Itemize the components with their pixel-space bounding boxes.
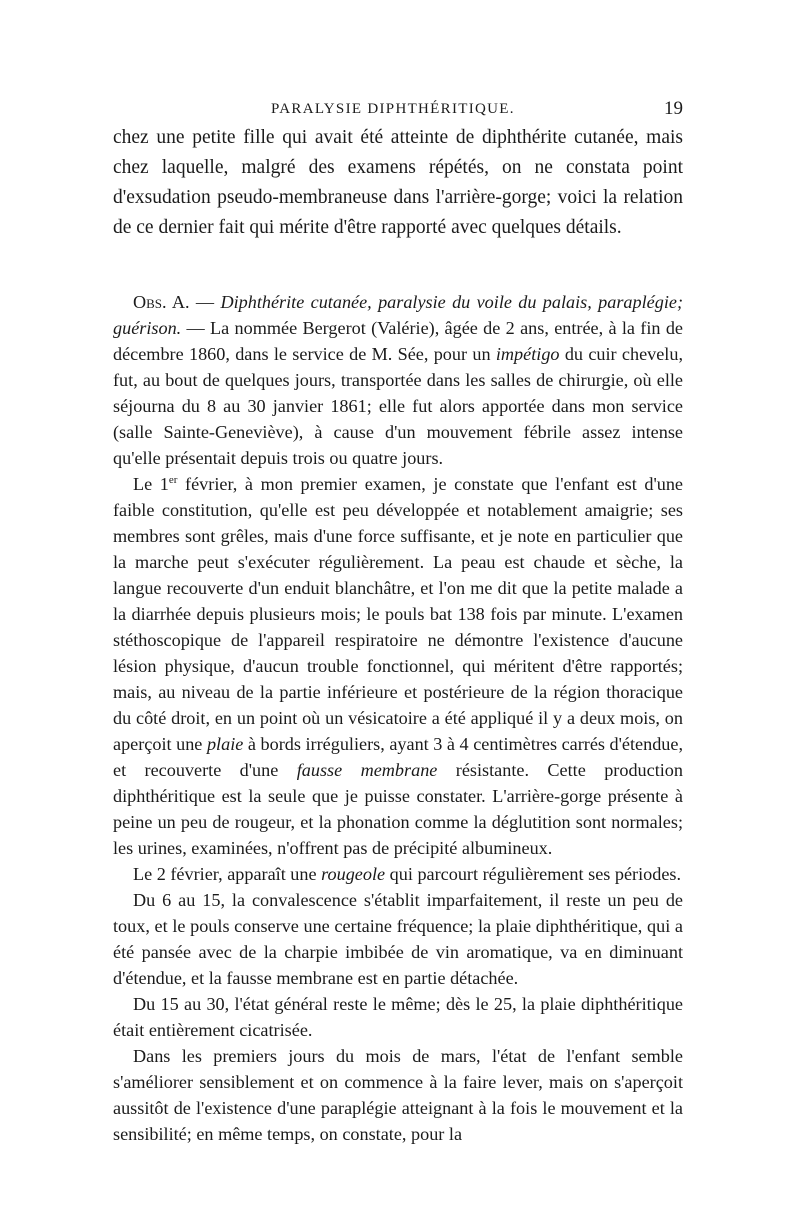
observation-label: Obs. A. xyxy=(133,292,190,312)
observation-paragraph-2 xyxy=(113,471,683,861)
observation-p2-a: Le 1 xyxy=(133,474,169,494)
observation-paragraph-3 xyxy=(113,861,683,887)
page-number: 19 xyxy=(664,98,683,119)
observation-p3-a: Le 2 février, apparaît une xyxy=(133,864,322,884)
observation-p3-b: qui parcourt régulièrement ses périodes. xyxy=(385,864,682,884)
observation-p2-c: à bords irréguliers, ayant 3 à 4 centimètres carrés d'étendue, et recouverte d'une xyxy=(113,734,684,780)
observation-paragraph-1 xyxy=(113,289,683,471)
observation-paragraph-4: Du 6 au 15, la convalescence s'établit imparfaitement, il reste un peu de toux, et le pouls conserve une certaine fréquence; la plaie diphthéritique, qui a été pansée avec de la charpie imbibée de vin aromatique, va en diminuant d'étendue, et la fausse membrane est en partie détachée. xyxy=(113,890,683,988)
observation-p2-sup: er xyxy=(168,473,178,486)
observation-p2-italic-2: fausse membrane xyxy=(296,760,438,780)
observation-p1-text-2: du cuir chevelu, fut, au bout de quelques jours, transportée dans les salles de chirurgie, où elle séjourna du 8 au 30 janvier 1861; elle fut alors apportée dans mon service (salle Sainte-Geneviève), à cause d'un mouvement fébrile assez intense qu'elle présentait depuis trois ou quatre jours. xyxy=(113,344,683,468)
observation-p2-b: février, à mon premier examen, je constate que l'enfant est d'une faible constitution, qu'elle est peu développée et notablement amaigrie; ses membres sont grêles, mais d'une force suffisante, et je note en particulier que la marche peut s'exécuter régulièrement. La peau est chaude et sèche, la langue recouverte d'un enduit blanchâtre, et l'on me dit que la petite malade a la diarrhée depuis plusieurs mois; le pouls bat 138 fois par minute. L'examen stéthoscopique de l'appareil respiratoire ne démontre l'existence d'aucune lésion physique, d'aucun trouble fonctionnel, qui méritent d'être rapportés; mais, au niveau de la partie inférieure et postérieure de la région thoracique du côté droit, en un point où un vésicatoire a été appliqué il y a deux mois, on aperçoit une xyxy=(113,474,684,754)
observation-p3-italic: rougeole xyxy=(321,864,386,884)
running-title: PARALYSIE DIPHTHÉRITIQUE. xyxy=(271,101,515,117)
intro-paragraph-block xyxy=(113,123,683,243)
observation-p2-italic-1: plaie xyxy=(206,734,244,754)
observation-block xyxy=(113,289,683,1147)
intro-paragraph: chez une petite fille qui avait été atteinte de diphthérite cutanée, mais chez laquelle, malgré des examens répétés, on ne constata point d'exsudation pseudo-membraneuse dans l'arrière-gorge; voici la relation de ce dernier fait qui mérite d'être rapporté avec quelques détails. xyxy=(113,127,683,238)
page-header xyxy=(113,98,683,123)
observation-dash: — xyxy=(189,292,221,312)
observation-p1-italic: impétigo xyxy=(495,344,560,364)
observation-p2-d: résistante. Cette production diphthéritique est la seule que je puisse constater. L'arrière-gorge présente à peine un peu de rougeur, et la phonation comme la déglutition sont normales; les urines, examinées, n'offrent pas de précipité albumineux. xyxy=(113,760,683,858)
observation-paragraph-5: Du 15 au 30, l'état général reste le même; dès le 25, la plaie diphthéritique était entièrement cicatrisée. xyxy=(113,994,683,1040)
observation-paragraph-6: Dans les premiers jours du mois de mars, l'état de l'enfant semble s'améliorer sensiblement et on commence à la faire lever, mais on s'aperçoit aussitôt de l'existence d'une paraplégie atteignant à la fois le mouvement et la sensibilité; en même temps, on constate, pour la xyxy=(113,1046,683,1144)
observation-p1-text: — La nommée Bergerot (Valérie), âgée de 2 ans, entrée, à la fin de décembre 1860, dans le service de M. Sée, pour un xyxy=(113,318,683,364)
observation-title: Diphthérite cutanée, paralysie du voile du palais, paraplégie; guérison. xyxy=(113,292,683,338)
